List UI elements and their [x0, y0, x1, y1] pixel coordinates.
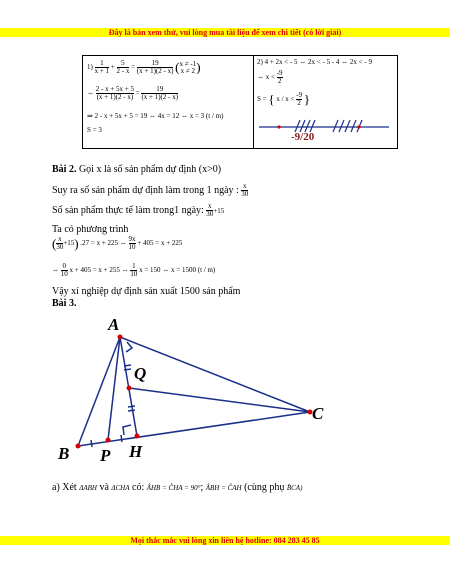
- point-Q: [127, 386, 132, 391]
- label-B: B: [58, 444, 70, 463]
- label-C: C: [312, 404, 324, 423]
- axis-label: -9/20: [291, 131, 315, 143]
- bai2-line-1: Suy ra số sản phẩm dự định làm trong 1 ngày : $\frac{x}{30}$: [52, 182, 249, 198]
- point-P: [106, 438, 111, 443]
- left-line-1: 1) $\frac{1}{x + 1}$ + $\frac{5}{2 - x}$ = $\frac{19}{(x + 1)(2 - x)}$ ( x ≠ -1 x ≠ 2 ): [87, 59, 201, 75]
- bai2-line-2: Số sản phẩm thực tế làm trong1 ngày: $\frac{x}{30}$ +15: [52, 202, 225, 218]
- bai2-equation-2: ⇔ $\frac{0}{10}$ x + 405 = x + 255 ⇔ $\frac{1}{10}$ x = 150 ⇔ x = 1500 (t / m): [52, 262, 216, 278]
- segment-BC: [78, 412, 310, 446]
- bai2-heading: Bài 2. Gọi x là số sản phẩm dự định (x>0): [52, 164, 222, 175]
- label-Q: Q: [134, 364, 147, 383]
- right-line-2: ⇔ x < $\frac{-9}{2}$: [257, 69, 283, 85]
- label-A: A: [108, 315, 120, 334]
- bai2-equation-1: ( $\frac{x}{30}$ +15) .27 = x + 225 ⇔ $\frac{9x}{10}$ + 405 = x + 225: [52, 235, 183, 251]
- label-H: H: [129, 442, 143, 461]
- label-P: P: [100, 446, 111, 465]
- segment-AC: [120, 337, 310, 412]
- right-line-1: 2) 4 + 2x < - 5 ⇔ 2x < - 5 - 4 ⇔ 2x < - 9: [257, 58, 372, 66]
- segment-QC: [129, 388, 310, 412]
- bai2-line-3: Ta có phương trình: [52, 224, 129, 235]
- right-angle-A: [126, 342, 132, 352]
- left-line-4: S = 3: [87, 126, 102, 134]
- right-line-3: S = { x / x < $\frac{-9}{2}$ }: [257, 91, 311, 107]
- footer-notice: Mọi thắc mắc vui lòng xin liên hệ hotline: 084 283 45 85: [0, 536, 450, 545]
- point-B: [76, 444, 81, 449]
- bai3-part-a: a) Xét ΔABH và ΔCHA có: ÂHB = ĈHA = 90°; ÂBH = ĈAH (cùng phụ B̂CA): [52, 482, 303, 493]
- header-notice: Đây là bản xem thử, vui lòng mua tài liệu để xem chi tiết (có lời giải): [0, 28, 450, 37]
- right-angle-H: [123, 425, 131, 435]
- bai2-conclusion: Vậy xí nghiệp dự định sản xuất 1500 sản phẩm: [52, 286, 241, 297]
- left-line-3: ⇒ 2 - x + 5x + 5 = 19 ⇔ 4x = 12 ⇔ x = 3 (t / m): [87, 112, 224, 120]
- point-H: [135, 434, 140, 439]
- bai3-heading: Bài 3.: [52, 298, 77, 309]
- left-line-2: ⇔ $\frac{2 - x + 5x + 5}{(x + 1)(2 - x)}$ = $\frac{19}{(x + 1)(2 - x)}$: [87, 85, 179, 101]
- point-A: [118, 335, 123, 340]
